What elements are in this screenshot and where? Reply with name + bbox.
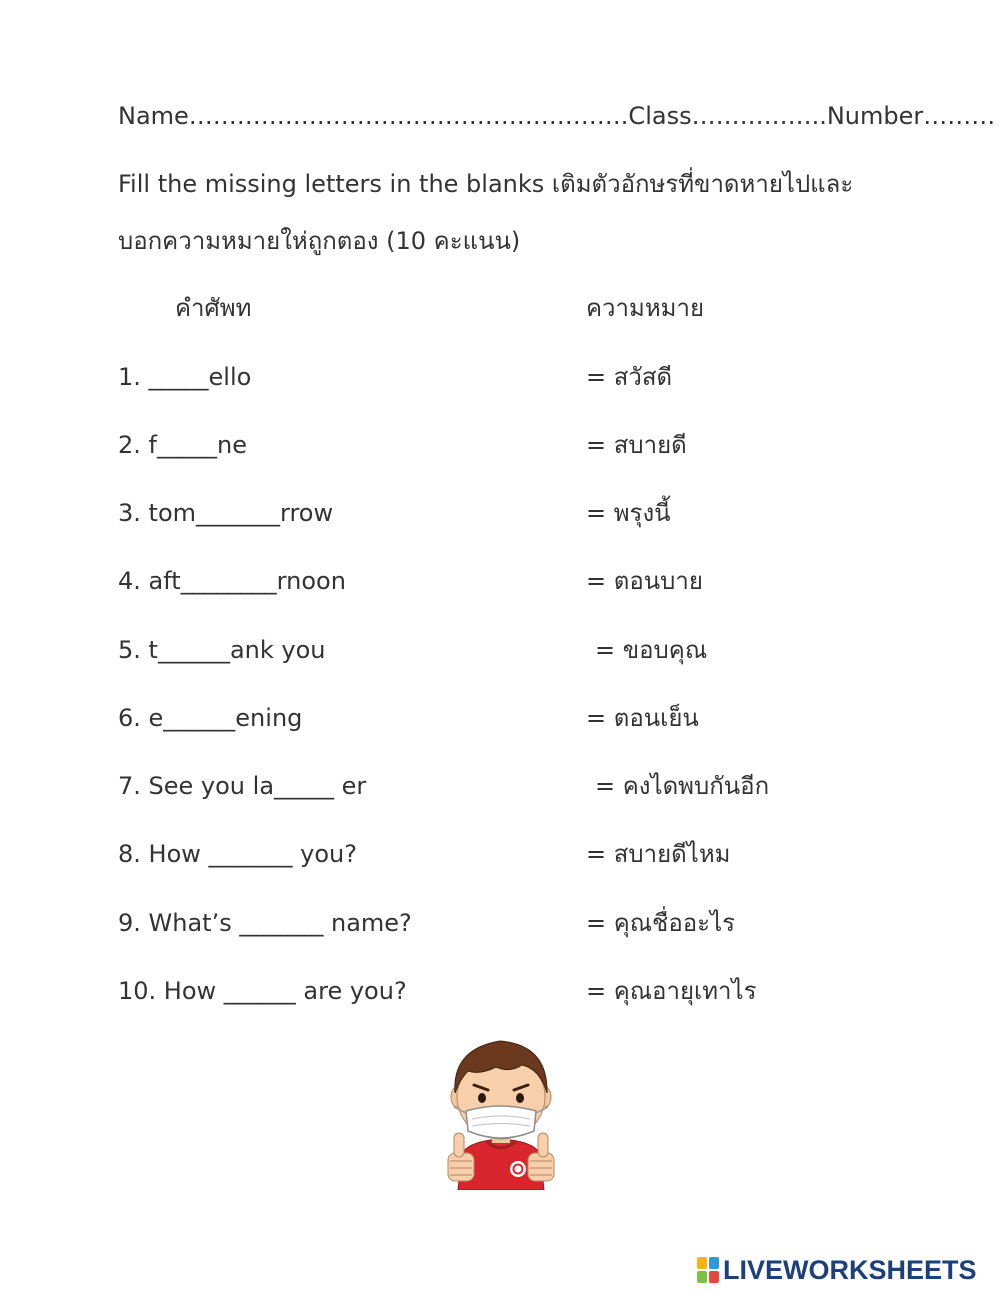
item-word: 5. t______ank you [118, 636, 326, 664]
column-header-meaning: ความหมาย [586, 294, 705, 322]
item-meaning: = ตอนบาย [586, 567, 703, 595]
item-word: 9. What’s _______ name? [118, 909, 412, 937]
item-word: 6. e______ening [118, 704, 303, 732]
item-meaning: = สวัสดี [586, 363, 673, 391]
column-header-word: คำศัพท [175, 294, 252, 322]
instruction-line-2: บอกความหมายให่ถูกตอง (10 คะแนน) [118, 227, 521, 255]
item-meaning: = ตอนเย็น [586, 704, 699, 732]
item-word: 8. How _______ you? [118, 840, 357, 868]
item-word: 3. tom_______rrow [118, 499, 334, 527]
item-meaning: = พรุงนี้ [586, 499, 671, 527]
brand-name: LIVEWORKSHEETS [723, 1255, 977, 1285]
item-meaning: = คุณชื่ออะไร [586, 909, 736, 937]
item-word: 10. How ______ are you? [118, 977, 407, 1005]
boy-thumbs-up-mask-icon [440, 1035, 562, 1190]
liveworksheets-logo-icon [697, 1257, 719, 1283]
item-word: 2. f_____ne [118, 431, 247, 459]
item-meaning: = คุณอายุเทาไร [586, 977, 757, 1005]
name-class-number-line: Name……………………………………………….Class……………..Number……… [118, 102, 996, 130]
item-meaning: = คงไดพบกันอีก [595, 772, 770, 800]
item-meaning: = ขอบคุณ [595, 636, 708, 664]
item-word: 1. _____ello [118, 363, 252, 391]
item-meaning: = สบายดีไหม [586, 840, 731, 868]
item-word: 4. aft________rnoon [118, 567, 346, 595]
item-word: 7. See you la_____ er [118, 772, 367, 800]
liveworksheets-brand [697, 1255, 977, 1285]
item-meaning: = สบายดี [586, 431, 687, 459]
instruction-line-1: Fill the missing letters in the blanks เติมตัวอักษรที่ขาดหายไปและ [118, 170, 854, 198]
